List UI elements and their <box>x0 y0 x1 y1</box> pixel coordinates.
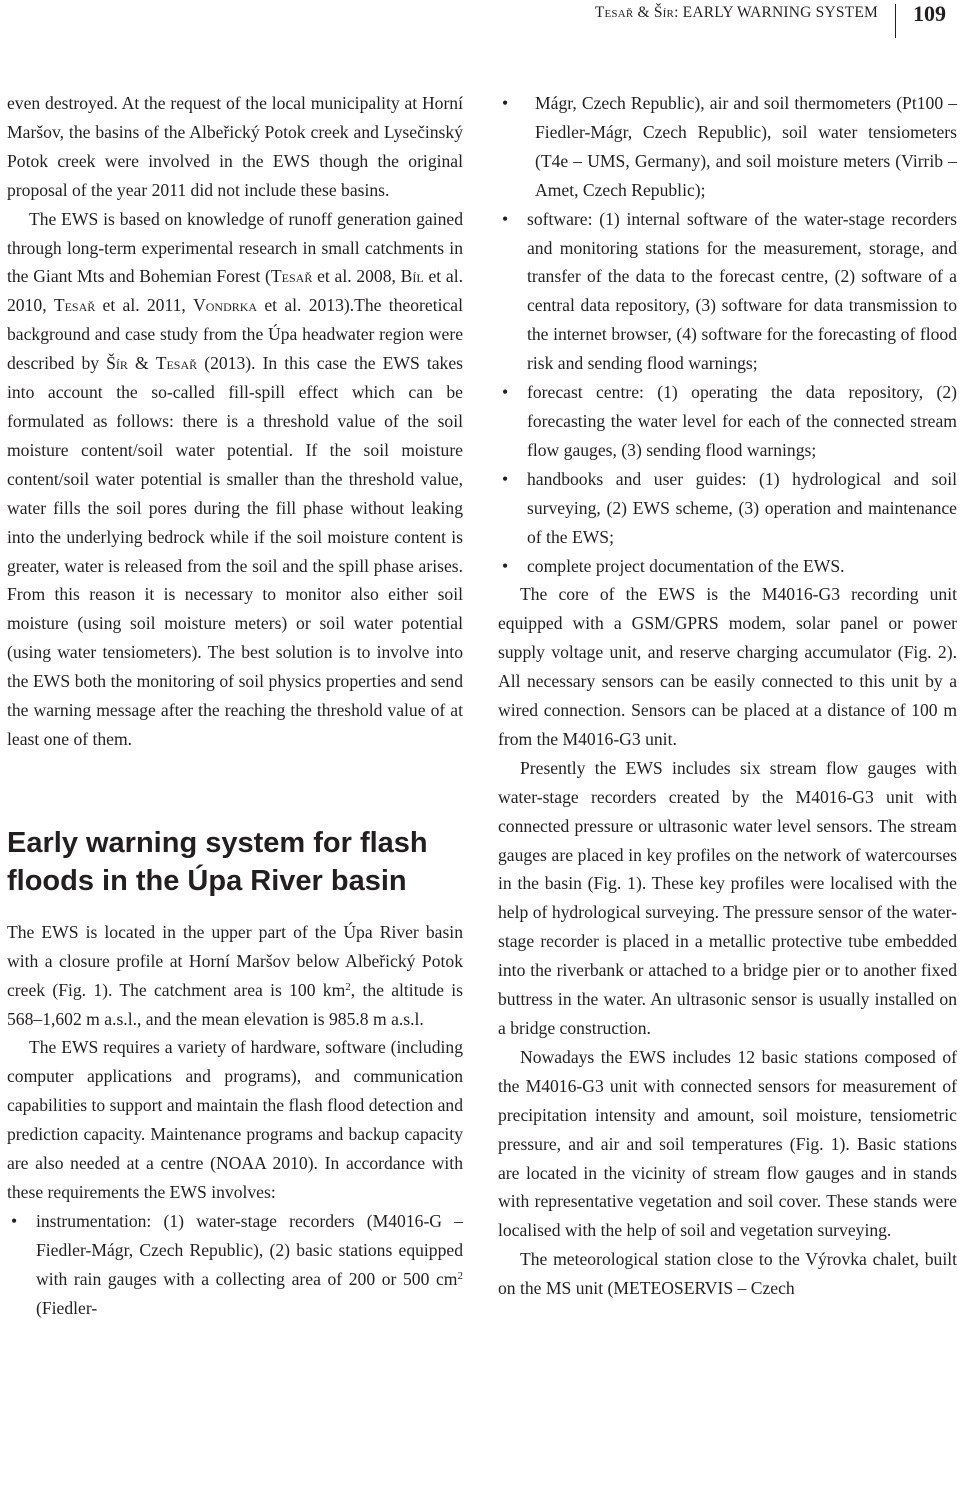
list-item-continuation <box>498 89 957 205</box>
left-column <box>7 89 463 1323</box>
running-head-title: EARLY WARNING SYSTEM <box>682 4 878 21</box>
text-run: , the altitude is 568–1,602 m a.s.l., and the mean elevation is 985.8 m a.s.l. <box>7 979 463 1029</box>
list-item-handbooks: • handbooks and user guides: (1) hydrological and soil surveying, (2) EWS scheme, (3) operation and maintenance of the EWS; <box>498 465 957 552</box>
paragraph-meteo-station: The meteorological station close to the Výrovka chalet, built on the MS unit (METEOSERVIS – Czech <box>498 1249 957 1299</box>
header-divider <box>895 4 896 38</box>
section-title: Early warning system for flash floods in the Úpa River basin <box>7 826 428 897</box>
paragraph-requirements: The EWS requires a variety of hardware, software (including computer applications and programs), and communication capabilities to support and maintain the flash flood detection and prediction capacity. Maintenance programs and backup capacity are also needed at a centre (NOAA 2010). In accordance with these requirements the EWS involves: <box>7 1037 463 1202</box>
page-number: 109 <box>913 1 946 26</box>
citation-author: Tesař <box>270 266 313 287</box>
running-head <box>595 4 878 22</box>
citation-author: Bíl <box>400 266 424 287</box>
paragraph-location <box>7 918 463 1034</box>
text-run: (Fiedler- <box>36 1297 98 1318</box>
text-run: Mágr, Czech Republic), air and soil thermometers (Pt100 – Fiedler-Mágr, Czech Republic), soil water tensiometers (T4e – UMS, Germany), and soil moisture meters (Virrib – Amet, Czech Republic); <box>535 93 957 200</box>
paragraph-fill-spill <box>7 205 463 754</box>
text-run: (2013). In this case the EWS takes into account the so-called fill-spill effect which can be formulated as follows: there is a threshold value of the soil moisture content/soil water potential. If the soil moisture content/soil water potential is smaller than the threshold value, water fills the soil pores during the fill phase without leaking into the underlying bedrock while if the soil moisture content is greater, water is released from the soil and the spill phase arises. From this reason it is necessary to monitor also either soil moisture (using soil moisture meters) or soil water potential (using water tensiometers). The best solution is to involve into the EWS both the monitoring of soil physics properties and send the warning message after the reaching the threshold value of at least one of them. <box>7 353 463 749</box>
paragraph-core-unit: The core of the EWS is the M4016-G3 recording unit equipped with a GSM/GPRS modem, solar panel or power supply voltage unit, and reserve charging accumulator (Fig. 2). All necessary sensors can be easily connected to this unit by a wired connection. Sensors can be placed at a distance of 100 m from the M4016-G3 unit. <box>498 584 957 749</box>
ews-components-list <box>7 1207 463 1323</box>
list-item-documentation: • complete project documentation of the EWS. <box>498 552 957 581</box>
text-run: et al. 2011, <box>95 295 194 316</box>
text-run: & <box>127 353 156 374</box>
text-run: instrumentation: (1) water-stage recorders (M4016-G – Fiedler-Mágr, Czech Republic), (2) basic stations equipped with rain gauges with a collecting area of 200 or 500 cm <box>36 1210 463 1289</box>
list-item-forecast-centre: • forecast centre: (1) operating the data repository, (2) forecasting the water level for each of the connected stream flow gauges, (3) sending flood warnings; <box>498 378 957 465</box>
text-run: et al. 2008, <box>312 266 401 287</box>
citation-author: Šír <box>106 353 128 374</box>
list-item-instrumentation <box>7 1207 463 1323</box>
paragraph-basic-stations: Nowadays the EWS includes 12 basic stations composed of the M4016-G3 unit with connected sensors for measurement of precipitation intensity and amount, soil moisture, tensiometric pressure, and air and soil temperatures (Fig. 1). Basic stations are located in the vicinity of stream flow gauges and in stands with representative vegetation and soil cover. These stands were localised with the help of soil and vegetation surveying. <box>498 1046 957 1241</box>
paragraph-continuation: even destroyed. At the request of the local municipality at Horní Maršov, the basins of the Albeřický Potok creek and Lysečinský Potok creek were involved in the EWS though the original proposal of the year 2011 did not include these basins. <box>7 93 463 200</box>
citation-author: Tesař <box>53 295 96 316</box>
right-column <box>498 89 957 1303</box>
text-run: et al. 2013).The theoretical background and case study from the Úpa headwater region were described by <box>7 295 463 374</box>
paragraph-stream-gauges: Presently the EWS includes six stream flow gauges with water-stage recorders created by the M4016-G3 unit with connected pressure or ultrasonic water level sensors. The stream gauges are placed in key profiles on the network of watercourses in the basin (Fig. 1). These key profiles were localised with the help of hydrological surveying. The pressure sensor of the water-stage recorder is placed in a metallic protective tube embedded into the riverbank or attached to a bridge pier or to another fixed buttress in the water. An ultrasonic sensor is usually installed on a bridge construction. <box>498 757 957 1038</box>
text-run: The EWS is based on knowledge of runoff generation gained through long-term experimental research in small catchments in the Giant Mts and Bohemian Forest ( <box>7 208 463 287</box>
citation-author: Vondrka <box>193 295 258 316</box>
list-item-software: • software: (1) internal software of the water-stage recorders and monitoring stations for the measurement, storage, and transfer of the data to the forecast centre, (2) software of a central data repository, (3) software for data transmission to the internet browser, (4) software for the forecasting of flood risk and sending flood warnings; <box>498 205 957 378</box>
text-run: The EWS is located in the upper part of the Úpa River basin with a closure profile at Horní Maršov below Albeřický Potok creek (Fig. 1). The catchment area is 100 km <box>7 921 463 1000</box>
running-head-amp: & <box>633 4 654 21</box>
running-head-author-1: Tesař <box>594 4 634 21</box>
running-head-sep: : <box>674 4 683 21</box>
superscript: 2 <box>345 980 351 993</box>
text-run: et al. 2010, <box>7 266 463 316</box>
ews-components-list-continued <box>498 89 957 580</box>
running-head-author-2: Šír <box>653 4 675 21</box>
citation-author: Tesař <box>155 353 198 374</box>
page-header <box>0 0 960 40</box>
superscript: 2 <box>457 1269 463 1282</box>
